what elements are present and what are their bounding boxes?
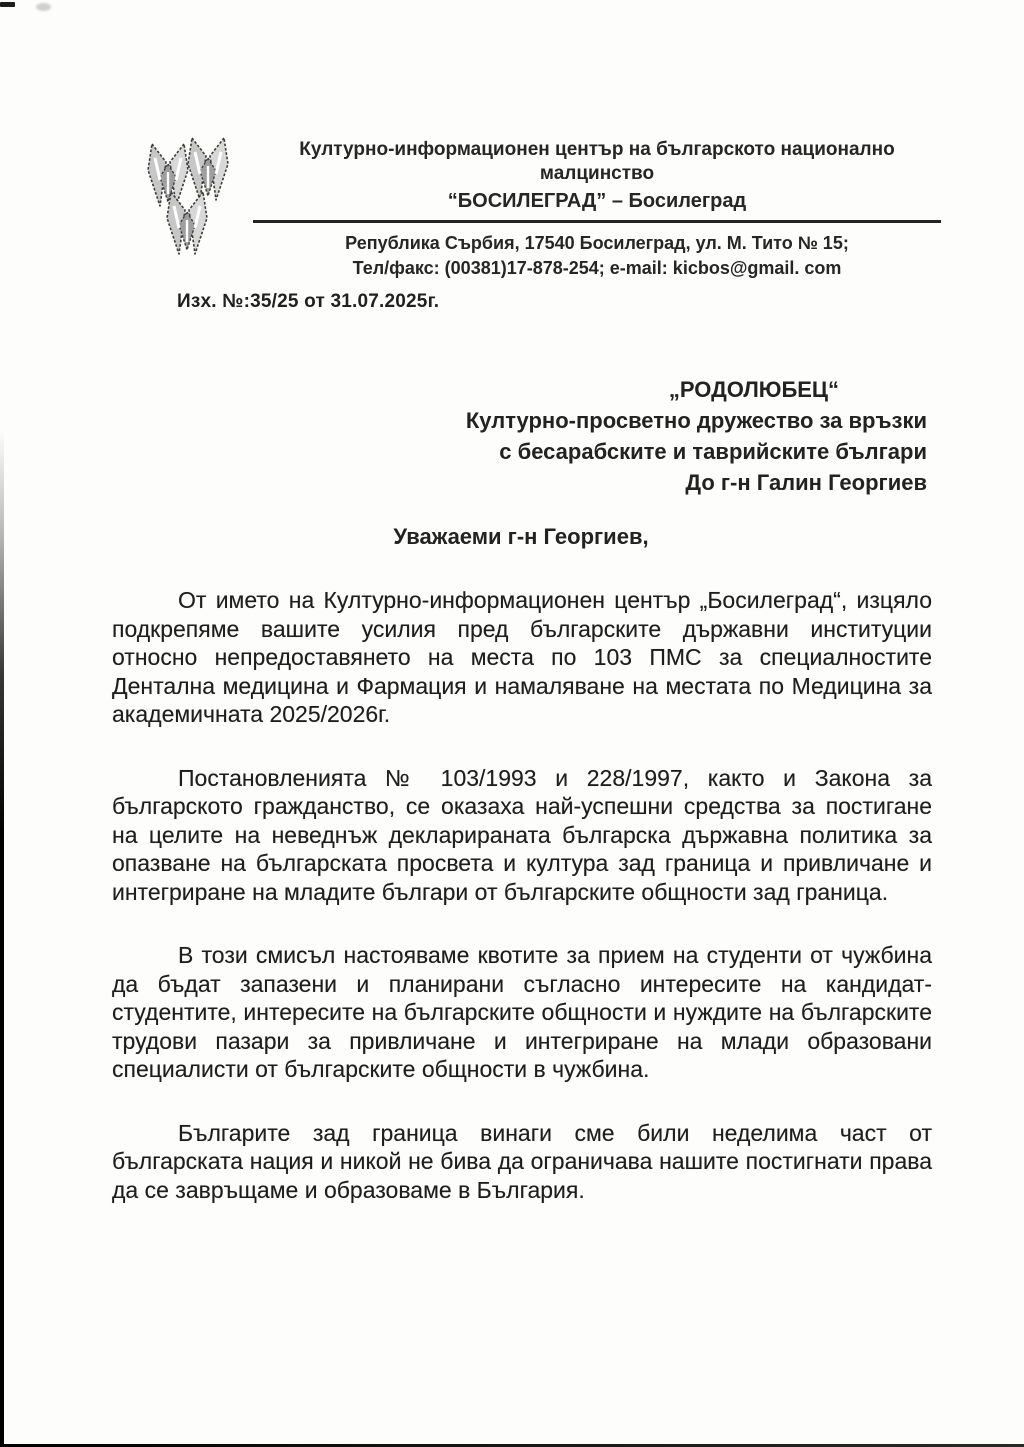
scan-artifact-dash <box>0 2 15 7</box>
recipient-block <box>307 374 927 498</box>
scan-artifact-smudge <box>36 3 51 11</box>
paragraph-2: Постановленията № 103/1993 и 228/1997, както и Закона за българското гражданство, се оказаха най-успешни средства за постигане на целите на неведнъж декларираната българска държавна политика за опазване на българската просвета и култура зад граница и привличане и интегриране на младите българи от българските общности зад граница. <box>112 764 932 905</box>
salutation: Уважаеми г-н Георгиев, <box>393 524 649 549</box>
letterhead <box>253 138 941 281</box>
recipient-description-line1: Културно-просветно дружество за връзки <box>465 408 927 433</box>
organization-name: Културно-информационен център на българското национално малцинство <box>299 139 895 184</box>
scan-edge-left <box>0 430 4 1447</box>
recipient-description-line2: с бесарабските и таврийските българи <box>499 439 927 464</box>
letter-body <box>112 586 932 1239</box>
reference-number: Изх. №:35/25 от 31.07.2025г. <box>177 291 440 312</box>
recipient-organization: „РОДОЛЮБЕЦ“ <box>668 377 839 402</box>
recipient-addressee: До г-н Галин Георгиев <box>685 470 927 495</box>
kic-bosilegrad-emblem-icon <box>146 134 230 258</box>
paragraph-4: Българите зад граница винаги сме били неделима част от българската нация и никой не бива да ограничава нашите постигнати права да се завръщаме и образоваме в България. <box>112 1119 932 1203</box>
letterhead-divider <box>253 220 941 223</box>
contact-line: Тел/факс: (00381)17-878-254; e-mail: kicbos@gmail. com <box>352 258 842 278</box>
paragraph-3: В този смисъл настояваме квотите за прием на студенти от чужбина да бъдат запазени и планирани съгласно интересите на кандидат-студентите, интересите на българските общности и нуждите на българските трудови пазари за привличане и интегриране на млади образовани специалисти от българските общности в чужбина. <box>112 942 932 1082</box>
organization-city: “БОСИЛЕГРАД” – Босилеград <box>447 190 747 212</box>
address-line: Република Сърбия, 17540 Босилеград, ул. М. Тито № 15; <box>345 233 849 253</box>
paragraph-1: От името на Културно-информационен център „Босилеград“, изцяло подкрепяме вашите усилия пред българските държавни институции относно непредоставянето на места по 103 ПМС за специалностите Дентална медицина и Фармация и намаляване на местата по Медицина за академичната 2025/2026г. <box>112 587 932 727</box>
